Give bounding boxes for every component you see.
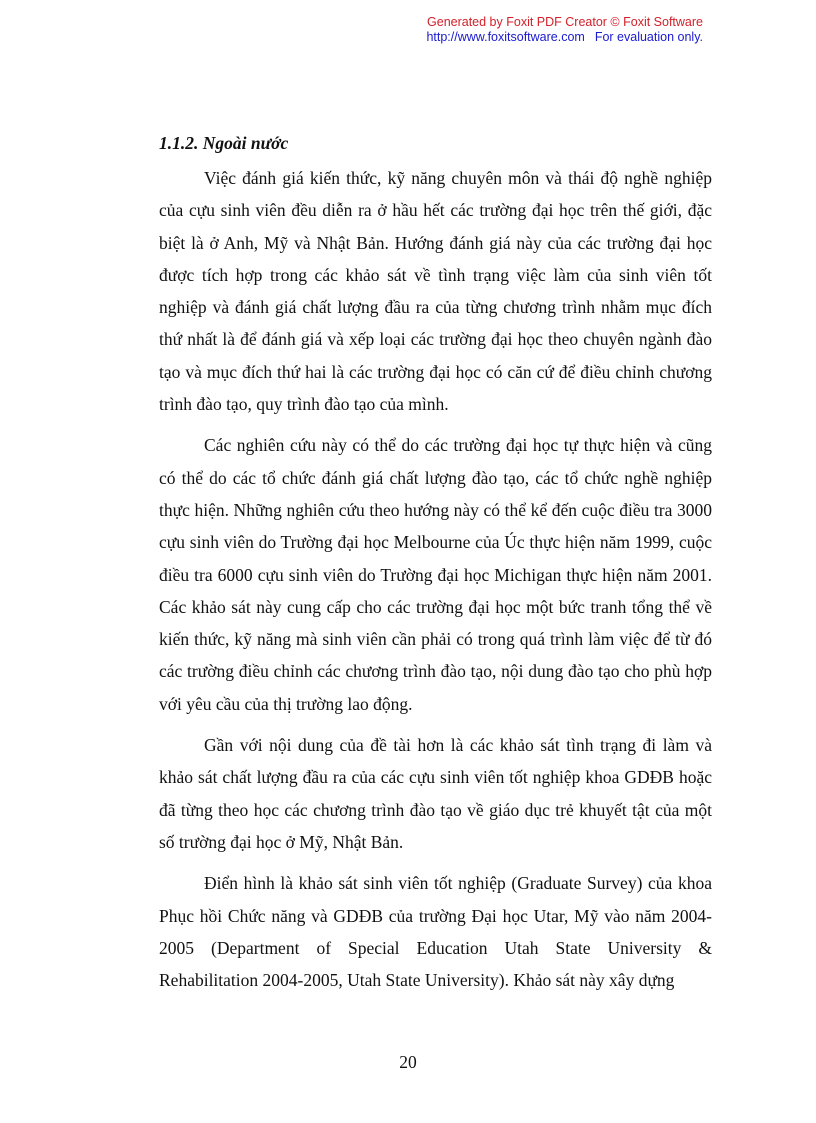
watermark-line2 — [0, 30, 703, 45]
page-number: 20 — [399, 1052, 417, 1072]
pdf-creator-watermark — [0, 15, 703, 45]
document-body — [159, 128, 712, 1005]
body-paragraph: Gần với nội dung của đề tài hơn là các khảo sát tình trạng đi làm và khảo sát chất lượng đầu ra của các cựu sinh viên tốt nghiệp khoa GDĐB hoặc đã từng theo học các chương trình đào tạo về giáo dục trẻ khuyết tật của một số trường đại học ở Mỹ, Nhật Bản. — [159, 735, 712, 852]
body-paragraph: Việc đánh giá kiến thức, kỹ năng chuyên môn và thái độ nghề nghiệp của cựu sinh viên đều diễn ra ở hầu hết các trường đại học trên thế giới, đặc biệt là ở Anh, Mỹ và Nhật Bản. Hướng đánh giá này của các trường đại học được tích hợp trong các khảo sát về tình trạng việc làm của sinh viên tốt nghiệp và đánh giá chất lượng đầu ra của từng chương trình nhằm mục đích thứ nhất là để đánh giá và xếp loại các trường đại học theo chuyên ngành đào tạo và mục đích thứ hai là các trường đại học có căn cứ để điều chỉnh chương trình đào tạo, quy trình đào tạo của mình. — [159, 168, 712, 415]
watermark-evaluation-note: For evaluation only. — [594, 30, 703, 44]
watermark-generated-by: Generated by Foxit PDF Creator © Foxit Software — [427, 15, 703, 29]
section-heading: 1.1.2. Ngoài nước — [159, 133, 289, 153]
body-paragraph: Các nghiên cứu này có thể do các trường đại học tự thực hiện và cũng có thể do các tổ chức đánh giá chất lượng đào tạo, các tổ chức nghề nghiệp thực hiện. Những nghiên cứu theo hướng này có thể kể đến cuộc điều tra 3000 cựu sinh viên do Trường đại học Melbourne của Úc thực hiện năm 1999, cuộc điều tra 6000 cựu sinh viên do Trường đại học Michigan thực hiện năm 2001. Các khảo sát này cung cấp cho các trường đại học một bức tranh tổng thể về kiến thức, kỹ năng mà sinh viên cần phải có trong quá trình làm việc để từ đó các trường điều chỉnh các chương trình đào tạo, nội dung đào tạo cho phù hợp với yêu cầu của thị trường lao động. — [159, 435, 712, 714]
watermark-url: http://www.foxitsoftware.com — [426, 30, 585, 44]
body-paragraph: Điển hình là khảo sát sinh viên tốt nghiệp (Graduate Survey) của khoa Phục hồi Chức năng và GDĐB của trường Đại học Utar, Mỹ vào năm 2004-2005 (Department of Special Education Utah State University & Rehabilitation 2004-2005, Utah State University). Khảo sát này xây dựng — [159, 873, 712, 991]
